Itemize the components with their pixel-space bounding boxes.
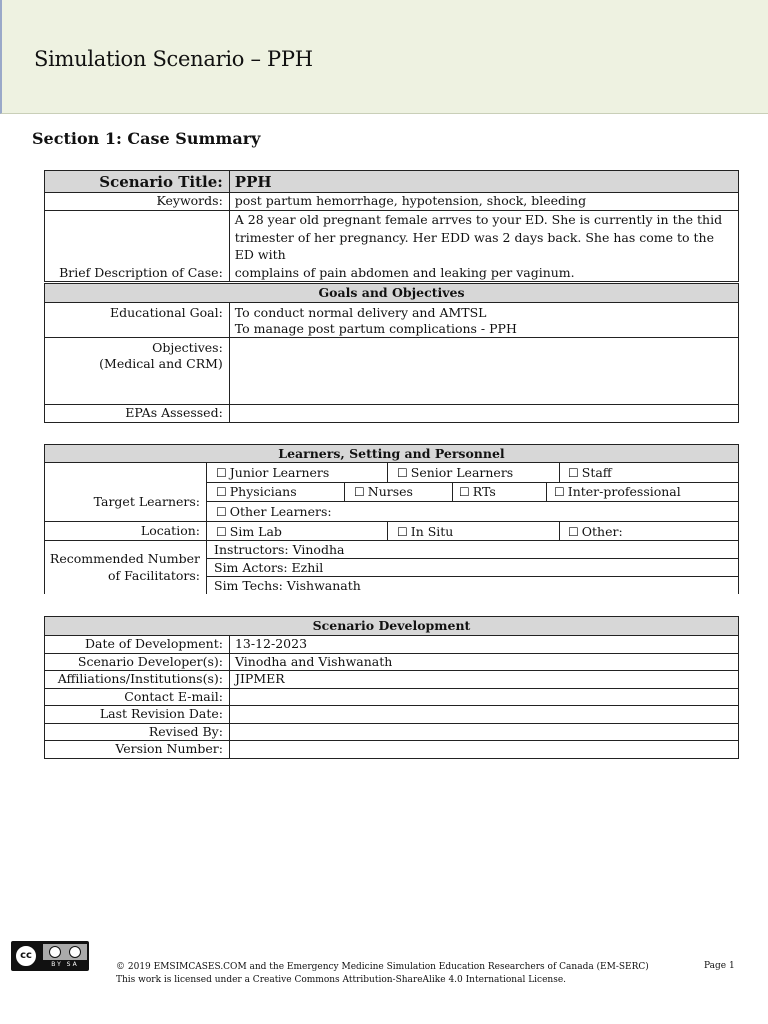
location-label: Location: bbox=[140, 523, 200, 538]
facilitators-label bbox=[44, 550, 206, 584]
junior-learners-option[interactable] bbox=[216, 464, 329, 482]
scenario-title-row bbox=[45, 171, 739, 193]
page-number: Page 1 bbox=[704, 961, 735, 971]
development-row bbox=[45, 653, 739, 671]
development-rows bbox=[45, 636, 739, 759]
interprofessional-option[interactable] bbox=[554, 483, 681, 501]
development-row-value: 13-12-2023 bbox=[229, 636, 738, 654]
development-row bbox=[45, 636, 739, 654]
development-row-value: Vinodha and Vishwanath bbox=[229, 653, 738, 671]
goals-table bbox=[44, 283, 739, 423]
page-header bbox=[0, 0, 768, 114]
learners-table bbox=[44, 444, 739, 594]
divider bbox=[206, 501, 739, 502]
description-line: complains of pain abdomen and leaking per vaginum. bbox=[234, 264, 575, 280]
objectives-value bbox=[229, 338, 738, 405]
divider bbox=[344, 482, 345, 501]
learners-header: Learners, Setting and Personnel bbox=[44, 444, 739, 463]
divider bbox=[44, 521, 739, 522]
footer-line: © 2019 EMSIMCASES.COM and the Emergency Medicine Simulation Education Researchers of Canada (EM-SERC) bbox=[116, 962, 649, 972]
educational-goal-label: Educational Goal: bbox=[45, 303, 230, 338]
senior-learners-option[interactable] bbox=[397, 464, 513, 482]
development-row-value bbox=[229, 741, 738, 759]
other-learners-option[interactable] bbox=[216, 503, 332, 521]
checkbox-icon[interactable]: ☐ bbox=[397, 525, 408, 539]
staff-option[interactable] bbox=[568, 464, 612, 482]
footer-copyright bbox=[116, 961, 649, 987]
development-row bbox=[45, 706, 739, 724]
facilitators-label-line: of Facilitators: bbox=[107, 568, 200, 583]
description-value bbox=[229, 211, 738, 282]
option-label: Inter-professional bbox=[567, 484, 681, 499]
keywords-value: post partum hemorrhage, hypotension, shock, bleeding bbox=[229, 193, 738, 211]
checkbox-icon[interactable]: ☐ bbox=[568, 525, 579, 539]
case-summary-table bbox=[44, 170, 739, 282]
divider bbox=[387, 521, 388, 540]
divider bbox=[559, 463, 560, 482]
objectives-label bbox=[45, 338, 230, 405]
description-line: trimester of her pregnancy. Her EDD was 2 days back. She has come to the ED with bbox=[234, 229, 714, 262]
cc-icon: cc bbox=[14, 944, 38, 968]
footer-line: This work is licensed under a Creative Commons Attribution-ShareAlike 4.0 International License. bbox=[116, 975, 567, 985]
divider bbox=[546, 482, 547, 501]
keywords-label: Keywords: bbox=[45, 193, 230, 211]
objectives-label-line: Objectives: bbox=[152, 340, 223, 355]
development-row bbox=[45, 741, 739, 759]
description-label: Brief Description of Case: bbox=[45, 211, 230, 282]
divider bbox=[44, 540, 739, 541]
checkbox-icon[interactable]: ☐ bbox=[354, 485, 365, 499]
rts-option[interactable] bbox=[459, 483, 496, 501]
development-row-label: Affiliations/Institutions(s): bbox=[45, 671, 230, 689]
epas-label: EPAs Assessed: bbox=[45, 405, 230, 423]
goals-header: Goals and Objectives bbox=[45, 284, 739, 303]
development-row bbox=[45, 723, 739, 741]
goal-line: To conduct normal delivery and AMTSL bbox=[234, 305, 487, 320]
checkbox-icon[interactable]: ☐ bbox=[216, 485, 227, 499]
option-label: Sim Lab bbox=[229, 524, 282, 539]
physicians-option[interactable] bbox=[216, 483, 297, 501]
educational-goal-row bbox=[45, 303, 739, 338]
sa-icon bbox=[69, 946, 81, 958]
development-row-value bbox=[229, 723, 738, 741]
epas-row bbox=[45, 405, 739, 423]
sim-lab-option[interactable] bbox=[216, 523, 282, 541]
development-row-value: JIPMER bbox=[229, 671, 738, 689]
development-row-label: Last Revision Date: bbox=[45, 706, 230, 724]
section-title: Section 1: Case Summary bbox=[32, 129, 261, 148]
objectives-row bbox=[45, 338, 739, 405]
option-label: RTs bbox=[472, 484, 496, 499]
epas-value bbox=[229, 405, 738, 423]
checkbox-icon[interactable]: ☐ bbox=[459, 485, 470, 499]
development-row-label: Date of Development: bbox=[45, 636, 230, 654]
goal-line: To manage post partum complications - PPH bbox=[234, 321, 517, 336]
development-header: Scenario Development bbox=[45, 617, 739, 636]
objectives-label-line: (Medical and CRM) bbox=[99, 356, 223, 371]
option-label: Nurses bbox=[367, 484, 413, 499]
in-situ-option[interactable] bbox=[397, 523, 453, 541]
keywords-row bbox=[45, 193, 739, 211]
license-badge-text: BY SA bbox=[51, 961, 79, 968]
educational-goal-value bbox=[229, 303, 738, 338]
development-row-label: Revised By: bbox=[45, 723, 230, 741]
development-row-value bbox=[229, 706, 738, 724]
creative-commons-logo bbox=[11, 941, 89, 971]
scenario-development-table bbox=[44, 616, 739, 759]
option-label: Staff bbox=[581, 465, 612, 480]
option-label: Other: bbox=[581, 524, 623, 539]
development-row-label: Version Number: bbox=[45, 741, 230, 759]
sim-techs-value: Sim Techs: Vishwanath bbox=[214, 578, 361, 593]
option-label: Junior Learners bbox=[229, 465, 330, 480]
divider bbox=[452, 482, 453, 501]
by-icon bbox=[49, 946, 61, 958]
checkbox-icon[interactable]: ☐ bbox=[216, 525, 227, 539]
license-icons bbox=[43, 944, 87, 960]
target-learners-label: Target Learners: bbox=[93, 494, 200, 509]
checkbox-icon[interactable]: ☐ bbox=[216, 505, 227, 519]
development-row bbox=[45, 671, 739, 689]
checkbox-icon[interactable]: ☐ bbox=[554, 485, 565, 499]
scenario-title-label: Scenario Title: bbox=[45, 171, 230, 193]
development-row-value bbox=[229, 688, 738, 706]
nurses-option[interactable] bbox=[354, 483, 413, 501]
other-location-option[interactable] bbox=[568, 523, 623, 541]
option-label: Physicians bbox=[229, 484, 297, 499]
facilitators-label-line: Recommended Number bbox=[49, 551, 200, 566]
option-label: Other Learners: bbox=[229, 504, 332, 519]
divider bbox=[387, 463, 388, 482]
development-row bbox=[45, 688, 739, 706]
development-row-label: Contact E-mail: bbox=[45, 688, 230, 706]
option-label: Senior Learners bbox=[410, 465, 514, 480]
checkbox-icon[interactable]: ☐ bbox=[397, 466, 408, 480]
sim-actors-value: Sim Actors: Ezhil bbox=[214, 560, 324, 575]
description-line: A 28 year old pregnant female arrves to your ED. She is currently in the thid bbox=[234, 212, 723, 227]
description-row bbox=[45, 211, 739, 282]
scenario-title-value: PPH bbox=[229, 171, 738, 193]
option-label: In Situ bbox=[410, 524, 454, 539]
checkbox-icon[interactable]: ☐ bbox=[568, 466, 579, 480]
development-row-label: Scenario Developer(s): bbox=[45, 653, 230, 671]
divider bbox=[559, 521, 560, 540]
page-title: Simulation Scenario – PPH bbox=[34, 47, 313, 71]
checkbox-icon[interactable]: ☐ bbox=[216, 466, 227, 480]
instructors-value: Instructors: Vinodha bbox=[214, 542, 345, 557]
